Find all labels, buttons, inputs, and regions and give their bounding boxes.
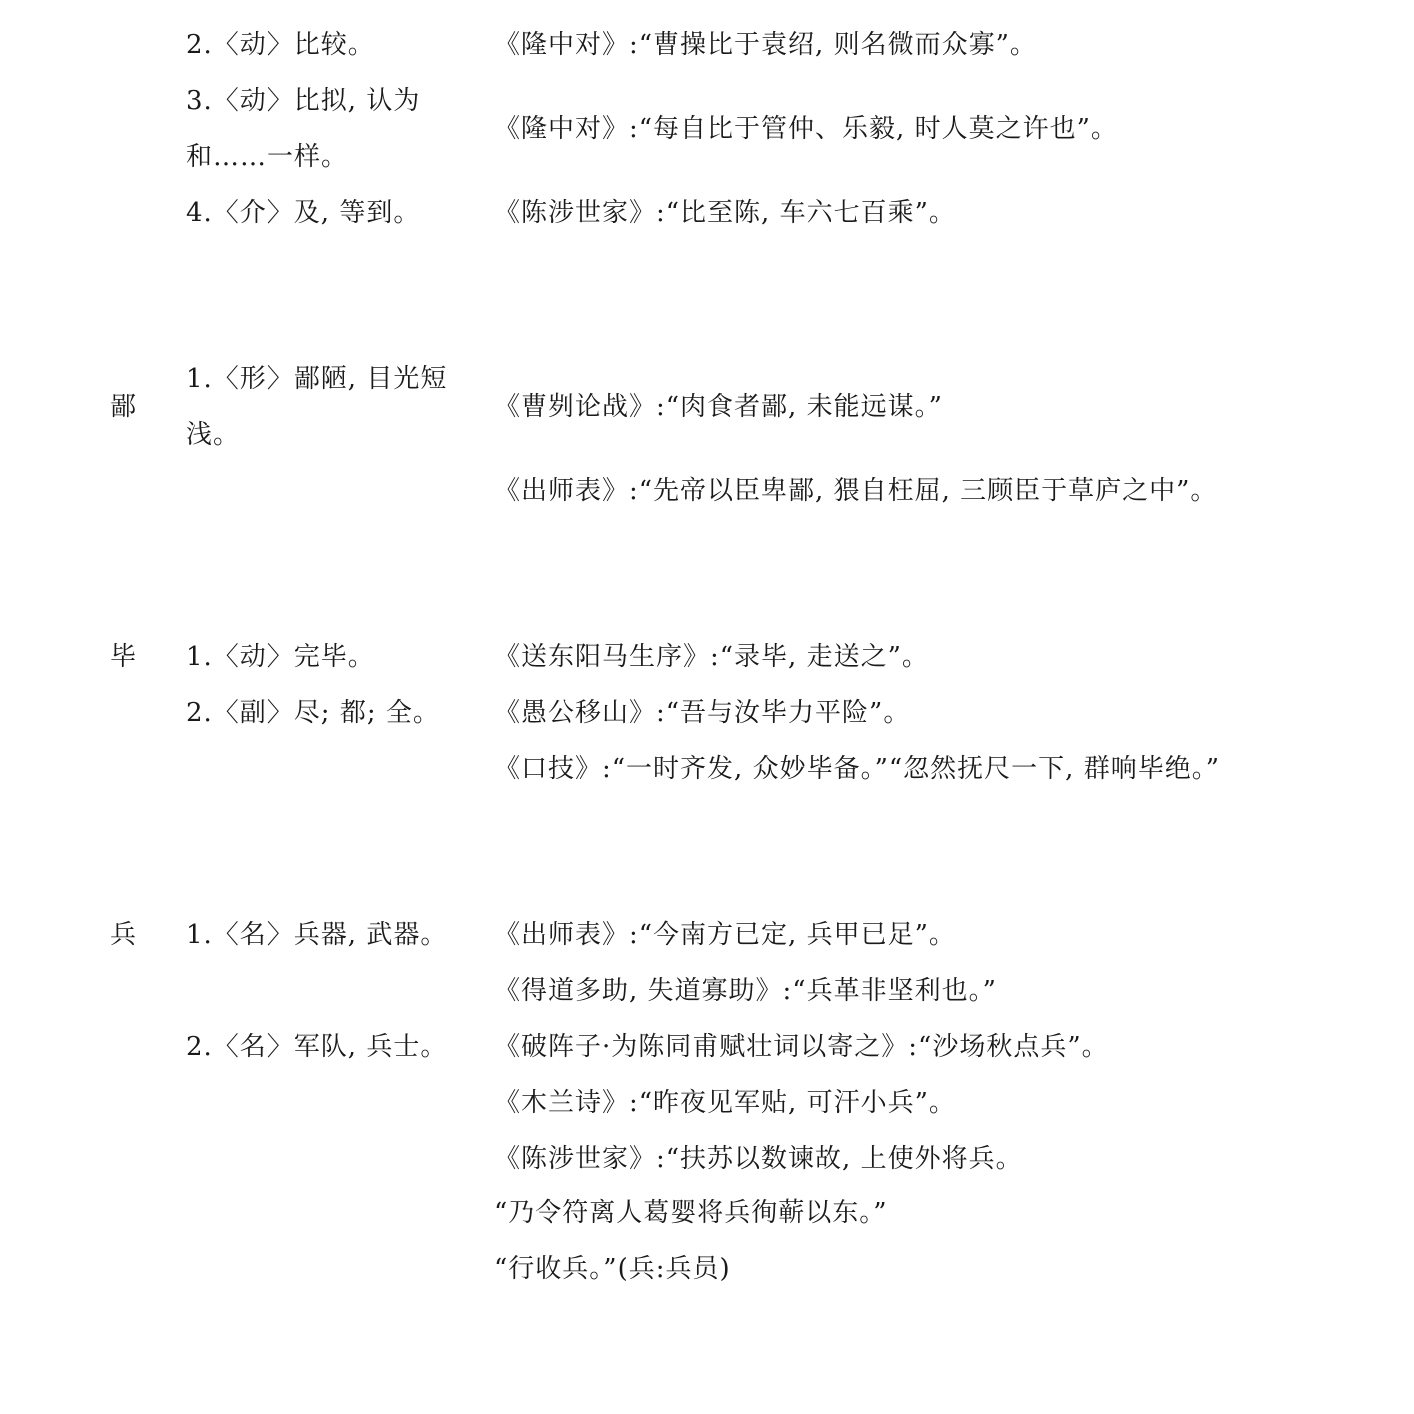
headword: 毕	[110, 642, 138, 672]
example-text: 《出师表》:“今南方已定, 兵甲已足”。	[494, 920, 956, 950]
example-text: 《陈涉世家》:“比至陈, 车六七百乘”。	[494, 198, 956, 228]
example-text: 《破阵子·为陈同甫赋壮词以寄之》:“沙场秋点兵”。	[494, 1032, 1109, 1062]
sense-text: 2.〈动〉比较。	[186, 30, 375, 60]
example-text: 《隆中对》:“曹操比于袁绍, 则名微而众寡”。	[494, 30, 1037, 60]
example-text: 《陈涉世家》:“扶苏以数谏故, 上使外将兵。	[494, 1144, 1023, 1174]
example-text: 《愚公移山》:“吾与汝毕力平险”。	[494, 698, 911, 728]
sense-text: 4.〈介〉及, 等到。	[186, 198, 421, 228]
example-text: “行收兵。”(兵:兵员)	[494, 1254, 731, 1284]
example-text: 《木兰诗》:“昨夜见军贴, 可汗小兵”。	[494, 1088, 956, 1118]
sense-text: 2.〈副〉尽; 都; 全。	[186, 698, 440, 728]
example-text: 《曹刿论战》:“肉食者鄙, 未能远谋。”	[494, 392, 943, 422]
sense-text: 3.〈动〉比拟, 认为	[186, 86, 421, 116]
sense-text: 1.〈动〉完毕。	[186, 642, 375, 672]
example-text: 《隆中对》:“每自比于管仲、乐毅, 时人莫之许也”。	[494, 114, 1118, 144]
sense-continuation: 和……一样。	[186, 142, 349, 172]
example-text: 《口技》:“一时齐发, 众妙毕备。”“忽然抚尺一下, 群响毕绝。”	[494, 754, 1220, 784]
sense-continuation: 浅。	[186, 420, 241, 450]
headword: 兵	[110, 920, 138, 950]
example-text: “乃令符离人葛婴将兵徇蕲以东。”	[494, 1198, 888, 1228]
sense-text: 1.〈形〉鄙陋, 目光短	[186, 364, 448, 394]
example-text: 《送东阳马生序》:“录毕, 走送之”。	[494, 642, 929, 672]
example-text: 《得道多助, 失道寡助》:“兵革非坚利也。”	[494, 976, 997, 1006]
headword: 鄙	[110, 392, 138, 422]
sense-text: 1.〈名〉兵器, 武器。	[186, 920, 448, 950]
example-text: 《出师表》:“先帝以臣卑鄙, 猥自枉屈, 三顾臣于草庐之中”。	[494, 476, 1218, 506]
sense-text: 2.〈名〉军队, 兵士。	[186, 1032, 448, 1062]
